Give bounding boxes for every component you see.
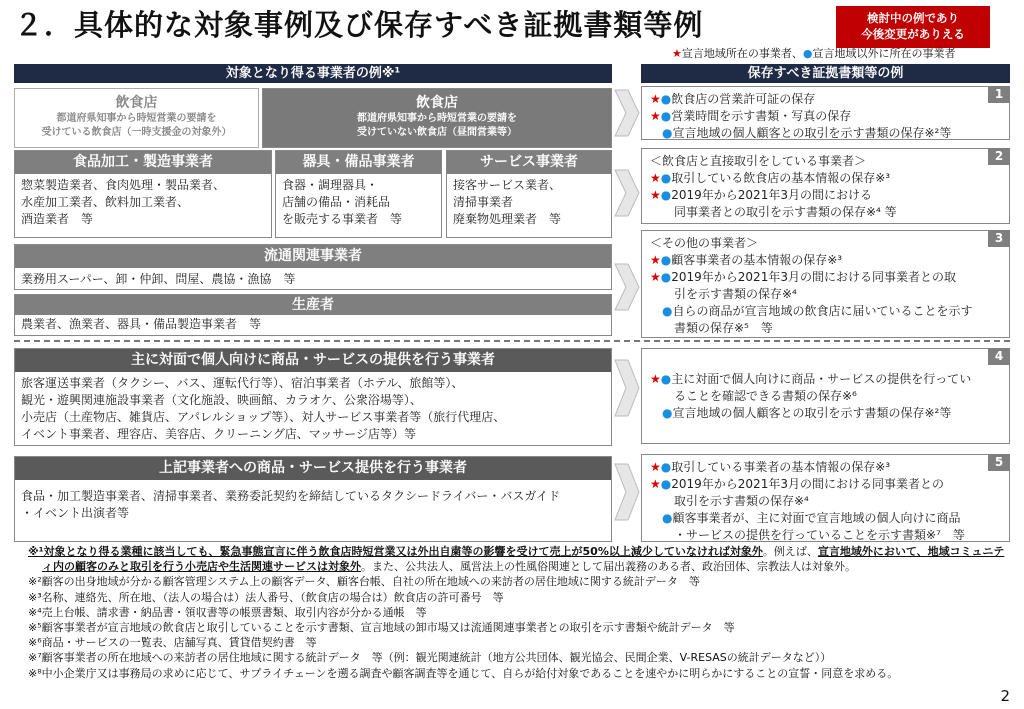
evidence-item: ★●営業時間を示す書類・写真の保存: [650, 109, 852, 123]
restaurant-title: 飲食店: [416, 95, 458, 111]
equipment-box: [275, 150, 442, 238]
evidence-box-2: [641, 148, 1010, 224]
evidence-item: ●宣言地域の個人顧客との取引を示す書類の保存※²等: [662, 126, 952, 140]
badge-line1: 検討中の例であり: [867, 11, 959, 25]
footnote-3: ※³名称、連絡先、所在地、（法人の場合は）法人番号、（飲食店の場合は）飲食店の許可番号 等: [28, 590, 504, 604]
footnote-1: ※¹対象となり得る業種に該当しても、緊急事態宣言に伴う飲食店時短営業又は外出自粛等の影響を受けて売上が50%以上減少していなければ対象外。例えば、宣言地域外において、地域コミュニティ内の顧客のみと取引を行う小売店や生活関連サービスは対象外。また、公共法人、風営法上の性風俗関連として届出義務のある者、政治団体、宗教法人は対象外。: [28, 545, 1005, 574]
evidence-item: ●自らの商品が宣言地域の飲食店に届いていることを示す: [662, 304, 973, 318]
food-line: 惣菜製造業者、食肉処理・製品業者、: [21, 178, 226, 192]
legend-dot-text: 宣言地域以外に所在の事業者: [812, 47, 956, 60]
equipment-title: 器具・備品事業者: [276, 151, 441, 174]
supplier-title: 上記事業者への商品・サービス提供を行う事業者: [15, 457, 611, 480]
evidence-item-cont: 取引を示す書類の保存※⁴: [674, 494, 809, 508]
dot-icon: ●: [802, 47, 813, 60]
evidence-subhead: ＜その他の事業者＞: [650, 236, 759, 250]
restaurant-desc-2: 受けていない飲食店（昼間営業等）: [357, 127, 517, 138]
service-line: 廃棄物処理業者 等: [453, 212, 562, 226]
page-number: 2: [1000, 687, 1010, 705]
restaurant-box-target: [262, 88, 612, 148]
evidence-item: ★●2019年から2021年3月の間における同事業者との: [650, 477, 944, 491]
evidence-item-cont: 書類の保存※⁵ 等: [674, 321, 773, 335]
right-header: 保存すべき証拠書類等の例: [641, 64, 1010, 83]
evidence-subhead: ＜飲食店と直接取引をしている事業者＞: [650, 154, 867, 168]
service-title: サービス事業者: [447, 151, 611, 174]
distribution-title: 流通関連事業者: [15, 245, 611, 268]
arrow-4-icon: [612, 358, 640, 418]
page-title: ２．具体的な対象事例及び保存すべき証拠書類等例: [14, 8, 704, 42]
restaurant-title: 飲食店: [115, 95, 158, 111]
star-icon: ★: [672, 47, 682, 60]
evidence-item-cont: ・サービスの提供を行っていることを示す書類※⁷ 等: [674, 528, 965, 542]
evidence-item: ★●主に対面で個人向けに商品・サービスの提供を行ってい: [650, 372, 972, 386]
arrow-3-icon: [612, 262, 640, 312]
footnote-8: ※⁸中小企業庁又は事務局の求めに応じて、サプライチェーンを遡る調査や顧客調査等を通じて、自らが給付対象であることを速やかに明らかにすることの宣誓・同意を求める。: [28, 666, 899, 680]
face-line: 旅客運送事業者（タクシー、バス、運転代行等）、宿泊事業者（ホテル、旅館等）、: [21, 376, 464, 390]
face-line: 観光・遊興関連施設事業者（文化施設、映画館、カラオケ、公衆浴場等）、: [21, 393, 422, 407]
equipment-line: 食器・調理器具・: [282, 178, 379, 192]
distribution-line: 業務用スーパー、卸・仲卸、問屋、農協・漁協 等: [21, 272, 296, 286]
footnote-7: ※⁷顧客事業者の所在地域への来訪者の居住地域に関する統計データ 等（例：観光関連統計（地方公共団体、観光協会、民間企業、V-RESASの統計データなど））: [28, 651, 832, 665]
face-line: 小売店（土産物店、雑貨店、アパレルショップ等）、対人サービス事業者等（旅行代理店、: [21, 410, 506, 424]
face-to-face-title: 主に対面で個人向けに商品・サービスの提供を行う事業者: [15, 349, 611, 372]
evidence-item-cont: 引を示す書類の保存※⁴: [674, 287, 797, 301]
box-number: 3: [988, 230, 1010, 247]
evidence-item: ★●取引している飲食店の基本情報の保存※³: [650, 171, 891, 185]
evidence-item: ●宣言地域の個人顧客との取引を示す書類の保存※²等: [662, 406, 952, 420]
badge-line2: 今後変更がありえる: [861, 27, 965, 41]
evidence-item: ★●2019年から2021年3月の間における同事業者との取: [650, 270, 956, 284]
food-processing-title: 食品加工・製造事業者: [15, 151, 271, 174]
evidence-box-1: [641, 86, 1010, 140]
evidence-box-3: [641, 230, 1010, 338]
restaurant-desc-1: 都道府県知事から時短営業の要請を: [56, 113, 217, 124]
equipment-line: を販売する事業者 等: [282, 212, 403, 226]
food-line: 水産加工業者、飲料加工業者、: [21, 195, 190, 209]
restaurant-desc-1: 都道府県知事から時短営業の要請を: [357, 113, 517, 124]
evidence-item: ●顧客事業者が、主に対面で宣言地域の個人向けに商品: [662, 511, 961, 525]
left-header: 対象となり得る事業者の例※¹: [14, 64, 612, 83]
arrow-5-icon: [612, 462, 640, 522]
equipment-line: 店舗の備品・消耗品: [282, 195, 391, 209]
footnote-4: ※⁴売上台帳、請求書・納品書・領収書等の帳票書類、取引内容が分かる通帳 等: [28, 605, 427, 619]
arrow-1-icon: [612, 88, 640, 138]
box-number: 1: [988, 86, 1010, 103]
evidence-item: ★●取引している事業者の基本情報の保存※³: [650, 460, 891, 474]
footnotes: [14, 544, 1014, 681]
distribution-box: [14, 244, 612, 290]
legend-star-text: 宣言地域所在の事業者、: [681, 47, 803, 60]
section-divider: [14, 340, 1010, 342]
food-processing-box: [14, 150, 272, 238]
restaurant-box-excluded: [14, 88, 259, 148]
food-line: 酒造業者 等: [21, 212, 94, 226]
footnote-6: ※⁶商品・サービスの一覧表、店舗写真、賃貸借契約書 等: [28, 636, 317, 650]
supplier-line: 食品・加工製造事業者、清掃事業者、業務委託契約を締結しているタクシードライバー・バスガイド: [21, 489, 561, 503]
draft-badge: [836, 6, 990, 48]
face-line: イベント事業者、理容店、美容店、クリーニング店、マッサージ店等）等: [21, 427, 417, 441]
footnote-2: ※²顧客の出身地域が分かる顧客管理システム上の顧客データ、顧客台帳、自社の所在地域への来訪者の居住地域に関する統計データ 等: [28, 575, 700, 589]
evidence-box-5: [641, 454, 1010, 542]
supplier-line: ・イベント出演者等: [21, 506, 130, 520]
footnote-5: ※⁵顧客事業者が宣言地域の飲食店と取引していることを示す書類、宣言地域の卸市場又は流通関連事業者との取引を示す書類や統計データ 等: [28, 621, 735, 635]
evidence-item: ★●顧客事業者の基本情報の保存※³: [650, 253, 843, 267]
evidence-item-cont: 同事業者との取引を示す書類の保存※⁴ 等: [674, 205, 897, 219]
service-box: [446, 150, 612, 238]
restaurant-desc-2: 受けている飲食店（一時支援金の対象外）: [41, 127, 232, 138]
evidence-item: ★●2019年から2021年3月の間における: [650, 188, 872, 202]
arrow-2-icon: [612, 168, 640, 218]
evidence-box-4: [641, 348, 1010, 444]
producer-box: [14, 294, 612, 336]
producer-title: 生産者: [15, 295, 611, 315]
box-number: 2: [988, 148, 1010, 165]
box-number: 5: [988, 454, 1010, 471]
box-number: 4: [988, 348, 1010, 365]
supplier-box: [14, 456, 612, 542]
face-to-face-box: [14, 348, 612, 446]
legend: [672, 45, 955, 61]
service-line: 接客サービス業者、: [453, 178, 562, 192]
evidence-item: ★●飲食店の営業許可証の保存: [650, 92, 816, 106]
service-line: 清掃事業者: [453, 195, 514, 209]
evidence-item-cont: ることを確認できる書類の保存※⁶: [674, 389, 857, 403]
producer-line: 農業者、漁業者、器具・備品製造事業者 等: [21, 317, 262, 331]
